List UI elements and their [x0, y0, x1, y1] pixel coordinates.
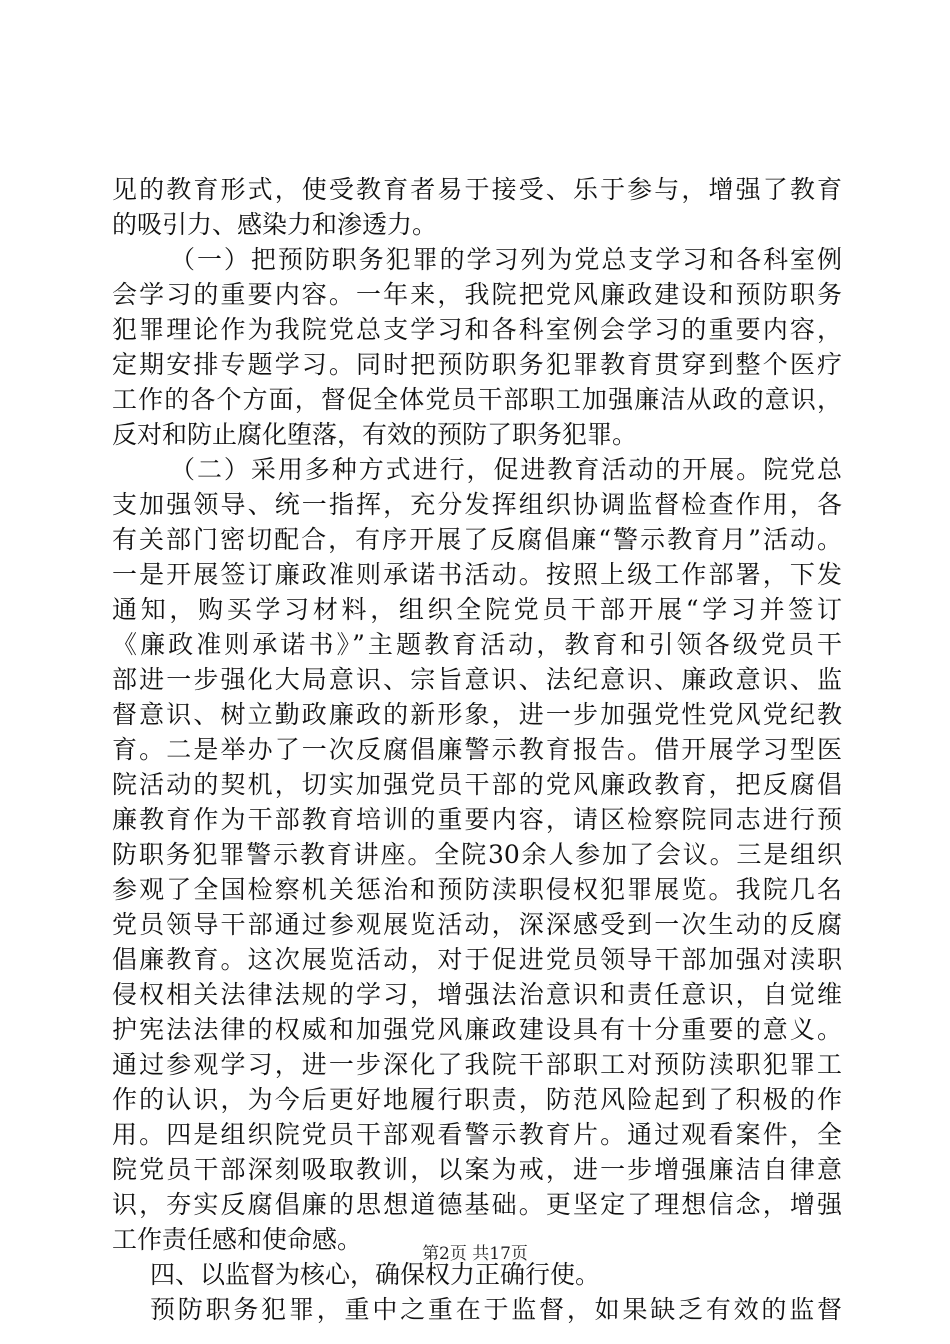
text-line: 定期安排专题学习。同时把预防职务犯罪教育贯穿到整个医疗: [112, 350, 842, 379]
text-line: 工作的各个方面，督促全体党员干部职工加强廉洁从政的意识，: [112, 385, 842, 414]
text-line: （二）采用多种方式进行，促进教育活动的开展。院党总: [170, 455, 842, 484]
page-footer: 第2页 共17页: [422, 1244, 528, 1264]
text-line: 一是开展签订廉政准则承诺书活动。按照上级工作部署，下发: [112, 560, 842, 589]
text-line: 党员领导干部通过参观展览活动，深深感受到一次生动的反腐: [112, 910, 842, 939]
text-line: 会学习的重要内容。一年来，我院把党风廉政建设和预防职务: [112, 280, 842, 309]
text-line: 反对和防止腐化堕落，有效的预防了职务犯罪。: [112, 420, 638, 449]
text-line: 护宪法法律的权威和加强党风廉政建设具有十分重要的意义。: [112, 1015, 842, 1044]
text-line: 部进一步强化大局意识、宗旨意识、法纪意识、廉政意识、监: [112, 665, 842, 694]
text-line: 识，夯实反腐倡廉的思想道德基础。更坚定了理想信念，增强: [112, 1190, 842, 1219]
text-line: 廉教育作为干部教育培训的重要内容，请区检察院同志进行预: [112, 805, 842, 834]
text-line: 防职务犯罪警示教育讲座。全院30余人参加了会议。三是组织: [112, 840, 842, 869]
section-heading: 四、以监督为核心，确保权力正确行使。: [150, 1260, 601, 1289]
text-line: 见的教育形式，使受教育者易于接受、乐于参与，增强了教育: [112, 175, 842, 204]
text-line: 通知，购买学习材料，组织全院党员干部开展“学习并签订: [112, 595, 842, 624]
text-line: 督意识、树立勤政廉政的新形象，进一步加强党性党风党纪教: [112, 700, 842, 729]
text-line: 工作责任感和使命感。: [112, 1225, 363, 1254]
text-line: 用。四是组织院党员干部观看警示教育片。通过观看案件，全: [112, 1120, 842, 1149]
text-line: 院活动的契机，切实加强党员干部的党风廉政教育，把反腐倡: [112, 770, 842, 799]
text-line: 侵权相关法律法规的学习，增强法治意识和责任意识，自觉维: [112, 980, 842, 1009]
text-line: 育。二是举办了一次反腐倡廉警示教育报告。借开展学习型医: [112, 735, 842, 764]
text-line: 作的认识，为今后更好地履行职责，防范风险起到了积极的作: [112, 1085, 842, 1114]
document-body: [112, 172, 842, 1327]
text-line: 犯罪理论作为我院党总支学习和各科室例会学习的重要内容，: [112, 315, 842, 344]
text-line: 有关部门密切配合，有序开展了反腐倡廉“警示教育月”活动。: [112, 525, 842, 554]
text-line: 参观了全国检察机关惩治和预防渎职侵权犯罪展览。我院几名: [112, 875, 842, 904]
text-line: 通过参观学习，进一步深化了我院干部职工对预防渎职犯罪工: [112, 1050, 842, 1079]
text-line: 《廉政准则承诺书》”主题教育活动，教育和引领各级党员干: [112, 630, 842, 659]
text-line: 支加强领导、统一指挥，充分发挥组织协调监督检查作用，各: [112, 490, 842, 519]
text-line: （一）把预防职务犯罪的学习列为党总支学习和各科室例: [170, 245, 842, 274]
text-line: 院党员干部深刻吸取教训，以案为戒，进一步增强廉洁自律意: [112, 1155, 842, 1184]
text-line: 预防职务犯罪，重中之重在于监督，如果缺乏有效的监督: [150, 1295, 842, 1324]
text-line: 倡廉教育。这次展览活动，对于促进党员领导干部加强对渎职: [112, 945, 842, 974]
text-line: 的吸引力、感染力和渗透力。: [112, 210, 438, 239]
